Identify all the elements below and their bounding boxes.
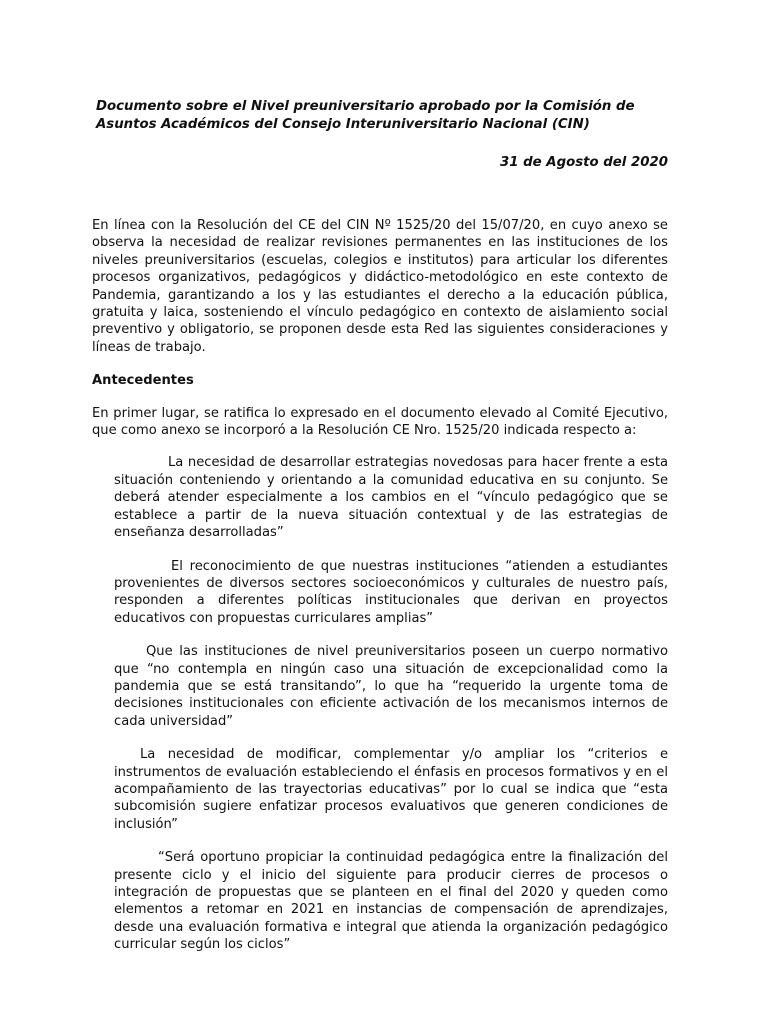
section-intro-paragraph: En primer lugar, se ratifica lo expresado en el documento elevado al Comité Ejecutivo, que como anexo se incorporó a la Resolución CE Nro. 1525/20 indicada respecto a: — [92, 405, 668, 439]
document-page — [92, 98, 668, 954]
quote-paragraph: La necesidad de modificar, complementar y/o ampliar los “criterios e instrumentos de evaluación estableciendo el énfasis en procesos formativos y en el acompañamiento de las trayectorias educativas” por lo cual se indica que “esta subcomisión sugiere enfatizar procesos evaluativos que generen condiciones de inclusión” — [114, 747, 668, 832]
quote-paragraph: La necesidad de desarrollar estrategias novedosas para hacer frente a esta situación conteniendo y orientando a la comunidad educativa en su conjunto. Se deberá atender especialmente a los cambios en el “vínculo pedagógico que se establece a partir de la nueva situación contextual y de las estrategias de enseñanza desarrolladas” — [114, 455, 668, 541]
document-date: 31 de Agosto del 2020 — [499, 155, 668, 170]
intro-paragraph: En línea con la Resolución del CE del CIN Nº 1525/20 del 15/07/20, en cuyo anexo se observa la necesidad de realizar revisiones permanentes en las instituciones de los niveles preuniversitarios (escuelas, colegios e institutos) para articular los diferentes procesos organizativos, pedagógicos y didáctico-metodológico en este contexto de Pandemia, garantizando a los y las estudiantes el derecho a la educación pública, gratuita y laica, sosteniendo el vínculo pedagógico en contexto de aislamiento social preventivo y obligatorio, se proponen desde esta Red las siguientes consideraciones y líneas de trabajo. — [92, 218, 668, 355]
quote-paragraph: Que las instituciones de nivel preuniversitarios poseen un cuerpo normativo que “no contempla en ningún caso una situación de excepcionalidad como la pandemia que se está transitando”, lo que ha “requerido la urgente toma de decisiones institucionales con eficiente activación de los mecanismos internos de cada universidad” — [114, 644, 668, 729]
quote-paragraph: “Será oportuno propiciar la continuidad pedagógica entre la finalización del presente ciclo y el inicio del siguiente para producir cierres de procesos o integración de propuestas que se planteen en el final del 2020 y queden como elementos a retomar en 2021 en instancias de compensación de aprendizajes, desde una evaluación formativa e integral que atienda la organización pedagógico curricular según los ciclos” — [114, 850, 668, 953]
quote-paragraph: El reconocimiento de que nuestras instituciones “atienden a estudiantes provenientes de diversos sectores socioeconómicos y culturales de nuestro país, responden a diferentes políticas institucionales que derivan en proyectos educativos con propuestas curriculares amplias” — [114, 558, 668, 626]
document-title: Documento sobre el Nivel preuniversitario aprobado por la Comisión de Asuntos Académicos del Consejo Interuniversitario Nacional (CIN) — [96, 99, 635, 132]
section-heading: Antecedentes — [92, 373, 194, 389]
